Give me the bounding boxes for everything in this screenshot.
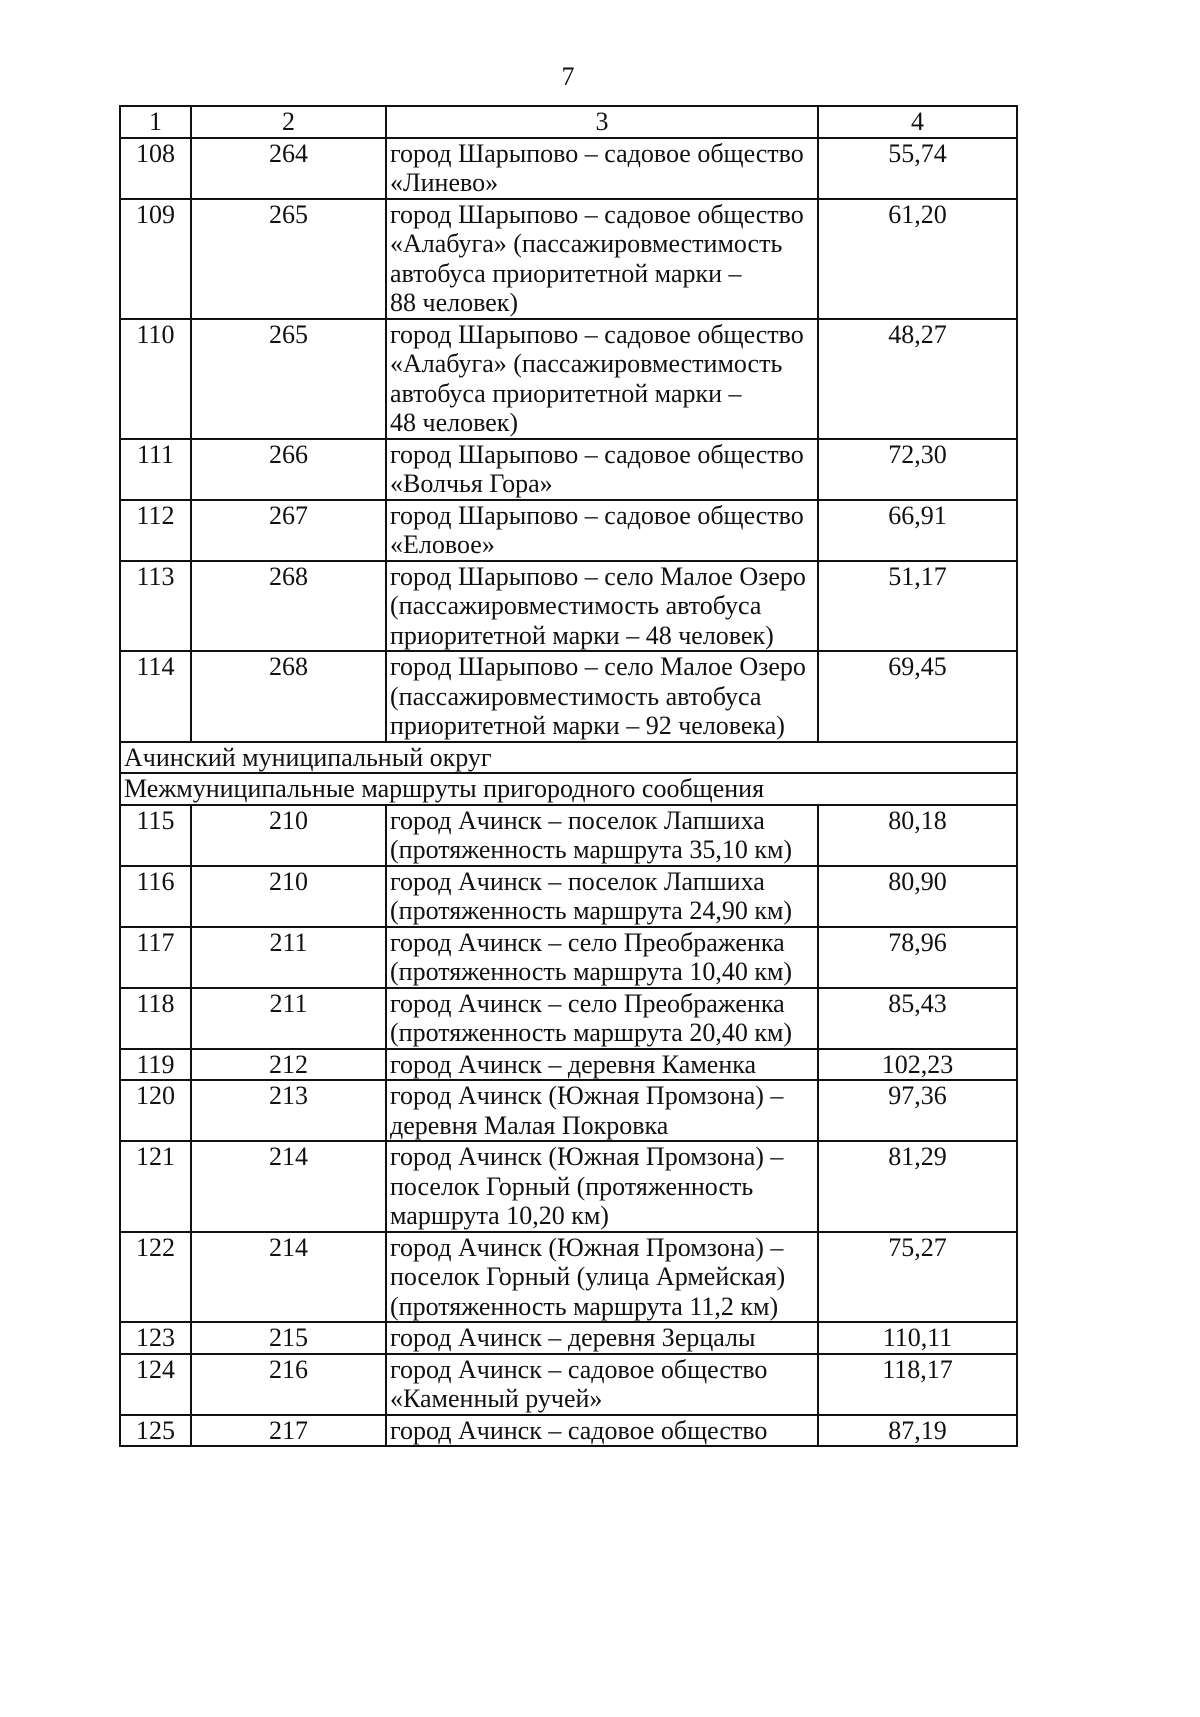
route-description-cell: город Ачинск – поселок Лапшиха (протяженность маршрута 35,10 км) (386, 805, 818, 866)
route-description-cell: город Шарыпово – садовое общество «Алабуга» (пассажировместимость автобуса приоритетной марки – 88 человек) (386, 199, 818, 319)
route-description-cell: город Ачинск – село Преображенка (протяженность маршрута 20,40 км) (386, 988, 818, 1049)
route-number-cell: 214 (191, 1232, 386, 1323)
row-number-cell: 116 (120, 866, 191, 927)
table-row (120, 1415, 1017, 1447)
route-number-cell: 213 (191, 1080, 386, 1141)
route-description-cell: город Шарыпово – село Малое Озеро (пассажировместимость автобуса приоритетной марки – 92 человека) (386, 651, 818, 742)
table-row (120, 138, 1017, 199)
table-row (120, 500, 1017, 561)
table-row (120, 319, 1017, 439)
value-cell: 110,11 (818, 1322, 1017, 1354)
route-description-cell: город Шарыпово – садовое общество «Алабуга» (пассажировместимость автобуса приоритетной марки – 48 человек) (386, 319, 818, 439)
table-row (120, 199, 1017, 319)
value-cell: 55,74 (818, 138, 1017, 199)
row-number-cell: 110 (120, 319, 191, 439)
value-cell: 75,27 (818, 1232, 1017, 1323)
table-row (120, 651, 1017, 742)
table-row (120, 439, 1017, 500)
section-heading-row (120, 773, 1017, 805)
table-row (120, 1322, 1017, 1354)
header-cell-2: 2 (191, 106, 386, 138)
header-cell-1: 1 (120, 106, 191, 138)
route-number-cell: 211 (191, 988, 386, 1049)
value-cell: 61,20 (818, 199, 1017, 319)
value-cell: 51,17 (818, 561, 1017, 652)
route-number-cell: 266 (191, 439, 386, 500)
value-cell: 118,17 (818, 1354, 1017, 1415)
route-number-cell: 265 (191, 319, 386, 439)
table-row (120, 988, 1017, 1049)
row-number-cell: 124 (120, 1354, 191, 1415)
row-number-cell: 122 (120, 1232, 191, 1323)
value-cell: 48,27 (818, 319, 1017, 439)
route-description-cell: город Ачинск – деревня Каменка (386, 1049, 818, 1081)
value-cell: 69,45 (818, 651, 1017, 742)
row-number-cell: 108 (120, 138, 191, 199)
route-number-cell: 264 (191, 138, 386, 199)
route-description-cell: город Ачинск – поселок Лапшиха (протяженность маршрута 24,90 км) (386, 866, 818, 927)
route-number-cell: 212 (191, 1049, 386, 1081)
value-cell: 87,19 (818, 1415, 1017, 1447)
route-number-cell: 211 (191, 927, 386, 988)
route-description-cell: город Шарыпово – садовое общество «Еловое» (386, 500, 818, 561)
section-heading-row (120, 742, 1017, 774)
route-description-cell: город Ачинск (Южная Промзона) – деревня Малая Покровка (386, 1080, 818, 1141)
route-number-cell: 210 (191, 866, 386, 927)
value-cell: 80,18 (818, 805, 1017, 866)
row-number-cell: 109 (120, 199, 191, 319)
row-number-cell: 125 (120, 1415, 191, 1447)
row-number-cell: 119 (120, 1049, 191, 1081)
route-number-cell: 268 (191, 561, 386, 652)
table-row (120, 805, 1017, 866)
route-number-cell: 216 (191, 1354, 386, 1415)
route-number-cell: 210 (191, 805, 386, 866)
route-type-heading: Межмуниципальные маршруты пригородного сообщения (120, 773, 1017, 805)
row-number-cell: 123 (120, 1322, 191, 1354)
value-cell: 66,91 (818, 500, 1017, 561)
header-cell-4: 4 (818, 106, 1017, 138)
row-number-cell: 120 (120, 1080, 191, 1141)
row-number-cell: 113 (120, 561, 191, 652)
row-number-cell: 111 (120, 439, 191, 500)
table-row (120, 1354, 1017, 1415)
value-cell: 97,36 (818, 1080, 1017, 1141)
route-description-cell: город Шарыпово – садовое общество «Линево» (386, 138, 818, 199)
value-cell: 81,29 (818, 1141, 1017, 1232)
table-row (120, 1141, 1017, 1232)
row-number-cell: 118 (120, 988, 191, 1049)
table-row (120, 927, 1017, 988)
table-row (120, 1080, 1017, 1141)
row-number-cell: 112 (120, 500, 191, 561)
row-number-cell: 114 (120, 651, 191, 742)
table-row (120, 1049, 1017, 1081)
route-description-cell: город Ачинск – садовое общество «Каменный ручей» (386, 1354, 818, 1415)
value-cell: 78,96 (818, 927, 1017, 988)
route-description-cell: город Ачинск – село Преображенка (протяженность маршрута 10,40 км) (386, 927, 818, 988)
route-description-cell: город Шарыпово – садовое общество «Волчья Гора» (386, 439, 818, 500)
routes-table (119, 105, 1018, 1447)
route-description-cell: город Ачинск (Южная Промзона) – поселок Горный (протяженность маршрута 10,20 км) (386, 1141, 818, 1232)
value-cell: 85,43 (818, 988, 1017, 1049)
route-number-cell: 214 (191, 1141, 386, 1232)
route-number-cell: 265 (191, 199, 386, 319)
row-number-cell: 121 (120, 1141, 191, 1232)
table-header-row (120, 106, 1017, 138)
row-number-cell: 117 (120, 927, 191, 988)
row-number-cell: 115 (120, 805, 191, 866)
value-cell: 102,23 (818, 1049, 1017, 1081)
value-cell: 80,90 (818, 866, 1017, 927)
table-row (120, 1232, 1017, 1323)
district-heading: Ачинский муниципальный округ (120, 742, 1017, 774)
route-description-cell: город Ачинск – садовое общество (386, 1415, 818, 1447)
page-number: 7 (561, 62, 575, 91)
value-cell: 72,30 (818, 439, 1017, 500)
route-description-cell: город Шарыпово – село Малое Озеро (пассажировместимость автобуса приоритетной марки – 48 человек) (386, 561, 818, 652)
route-number-cell: 215 (191, 1322, 386, 1354)
route-number-cell: 217 (191, 1415, 386, 1447)
route-number-cell: 268 (191, 651, 386, 742)
route-description-cell: город Ачинск (Южная Промзона) – поселок Горный (улица Армейская) (протяженность маршрута 11,2 км) (386, 1232, 818, 1323)
header-cell-3: 3 (386, 106, 818, 138)
table-row (120, 866, 1017, 927)
route-number-cell: 267 (191, 500, 386, 561)
table-row (120, 561, 1017, 652)
route-description-cell: город Ачинск – деревня Зерцалы (386, 1322, 818, 1354)
